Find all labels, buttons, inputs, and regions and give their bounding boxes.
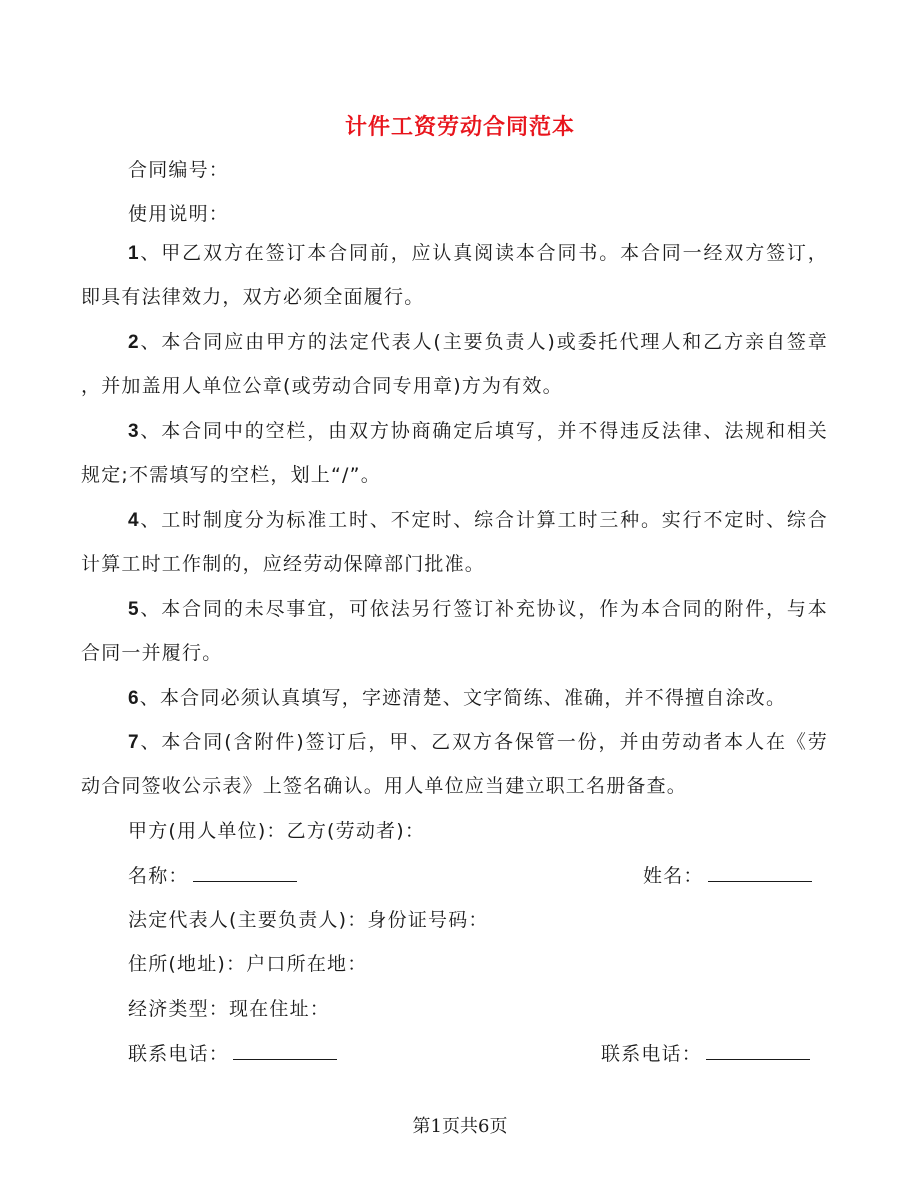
list-item <box>128 508 828 533</box>
list-item <box>128 597 828 622</box>
list-item <box>128 419 828 444</box>
list-item-continuation: 动合同签收公示表》上签名确认。用人单位应当建立职工名册备查。 <box>81 775 688 797</box>
item-number: 1 <box>128 243 140 264</box>
address-line: 住所(地址)：户口所在地： <box>128 953 368 975</box>
list-item-continuation: 规定;不需填写的空栏，划上“/”。 <box>81 464 381 486</box>
item-number: 7 <box>128 732 140 753</box>
item-text: 、工时制度分为标准工时、不定时、综合计算工时三种。实行不定时、综合 <box>139 509 828 531</box>
employer-phone-field <box>128 1041 337 1066</box>
page-title: 计件工资劳动合同范本 <box>344 114 575 140</box>
list-item-continuation: 合同一并履行。 <box>81 642 223 664</box>
employer-name-field <box>128 863 297 888</box>
economic-type-line: 经济类型：现在住址： <box>128 998 331 1020</box>
page-number: 第1页共6页 <box>412 1116 508 1137</box>
item-number: 4 <box>128 510 140 531</box>
item-text: 、本合同应由甲方的法定代表人(主要负责人)或委托代理人和乙方亲自签章 <box>139 331 828 353</box>
item-number: 3 <box>128 421 140 442</box>
list-item <box>128 330 828 355</box>
list-item-continuation: ，并加盖用人单位公章(或劳动合同专用章)方为有效。 <box>81 375 563 397</box>
employee-phone-label: 联系电话： <box>601 1043 703 1065</box>
employer-name-label: 名称： <box>128 865 189 887</box>
employee-phone-field <box>601 1041 810 1066</box>
legal-rep-line: 法定代表人(主要负责人)：身份证号码： <box>128 909 489 931</box>
list-item <box>128 730 828 755</box>
item-text: 、本合同(含附件)签订后，甲、乙双方各保管一份，并由劳动者本人在《劳 <box>139 731 828 753</box>
item-number: 2 <box>128 332 140 353</box>
parties-header: 甲方(用人单位)：乙方(劳动者)： <box>128 820 426 842</box>
item-text: 、甲乙双方在签订本合同前，应认真阅读本合同书。本合同一经双方签订， <box>139 242 828 264</box>
item-number: 6 <box>128 688 140 709</box>
employee-phone-blank[interactable] <box>706 1041 810 1060</box>
employee-name-label: 姓名： <box>643 865 704 887</box>
employee-name-field <box>643 863 812 888</box>
employee-name-blank[interactable] <box>708 863 812 882</box>
item-text: 、本合同的未尽事宜，可依法另行签订补充协议，作为本合同的附件，与本 <box>139 598 828 620</box>
employer-name-blank[interactable] <box>193 863 297 882</box>
list-item <box>128 686 786 711</box>
usage-instructions-label: 使用说明： <box>128 203 230 225</box>
item-text: 、本合同必须认真填写，字迹清楚、文字简练、准确，并不得擅自涂改。 <box>139 687 787 709</box>
employer-phone-label: 联系电话： <box>128 1043 230 1065</box>
list-item-continuation: 计算工时工作制的，应经劳动保障部门批准。 <box>81 553 486 575</box>
item-number: 5 <box>128 599 140 620</box>
list-item <box>128 241 828 266</box>
item-text: 、本合同中的空栏，由双方协商确定后填写，并不得违反法律、法规和相关 <box>139 420 828 442</box>
list-item-continuation: 即具有法律效力，双方必须全面履行。 <box>81 286 425 308</box>
employer-phone-blank[interactable] <box>233 1041 337 1060</box>
contract-number-label: 合同编号： <box>128 159 230 181</box>
